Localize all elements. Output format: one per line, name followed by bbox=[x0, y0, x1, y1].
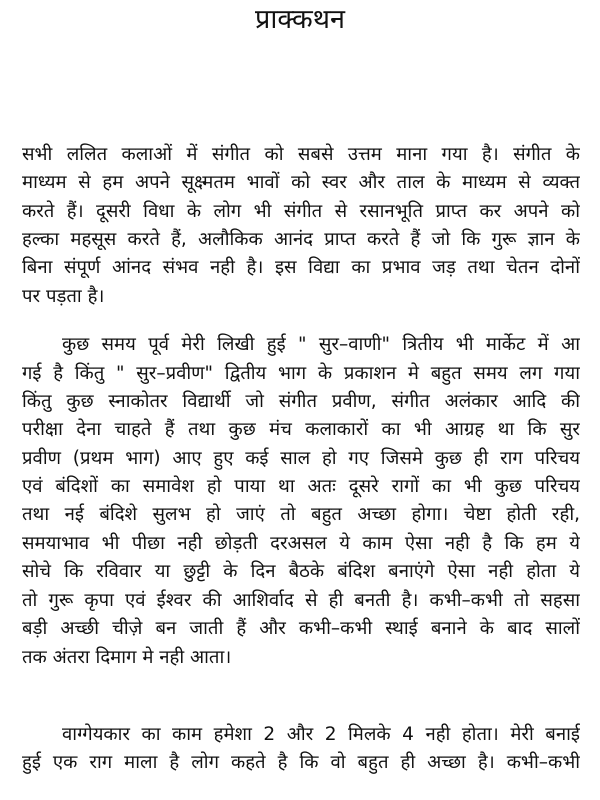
text-line: कुछ समय पूर्व मेरी लिखी हुई " सुर–वाणी" त्रितीय भी मार्केट में आ bbox=[62, 334, 580, 355]
text-line: सोचे कि रविवार या छुट्टी के दिन बैठके बंदिश बनाएंगे ऐसा नही होता ये bbox=[22, 561, 580, 582]
text-line: हुई एक राग माला है लोग कहते है कि वो बहुत ही अच्छा है। कभी–कभी bbox=[22, 752, 580, 773]
text-line: तो गुरू कृपा एवं ईश्वर की आशिर्वाद से ही बनती है। कभी–कभी तो सहसा bbox=[22, 590, 580, 611]
text-line: समयाभाव भी पीछा नही छोड़ती दरअसल ये काम ऐसा नही है कि हम ये bbox=[22, 533, 580, 554]
text-line: बिना संपूर्ण आंनद संभव नही है। इस विद्या का प्रभाव जड़ तथा चेतन दोनों bbox=[22, 257, 580, 278]
text-line: पर पड़ता है। bbox=[22, 286, 105, 307]
text-line: परीक्षा देना चाहते हैं तथा कुछ मंच कलाकारों का भी आग्रह था कि सुर bbox=[22, 419, 580, 440]
text-line: गई है किंतु " सुर–प्रवीण" द्वितीय भाग के प्रकाशन मे बहुत समय लग गया bbox=[22, 363, 580, 384]
text-line: माध्यम से हम अपने सूक्ष्मतम भावों को स्वर और ताल के माध्यम से व्यक्त bbox=[22, 172, 580, 193]
text-line: बड़ी अच्छी चीज़े बन जाती हैं और कभी–कभी स्थाई बनाने के बाद सालों bbox=[22, 618, 580, 639]
text-line: करते हैं। दूसरी विधा के लोग भी संगीत से रसानभूति प्राप्त कर अपने को bbox=[22, 201, 580, 222]
text-line: किंतु कुछ स्नाकोतर विद्यार्थी जो संगीत प्रवीण, संगीत अलंकार आदि की bbox=[22, 391, 580, 412]
text-line: सभी ललित कलाओं में संगीत को सबसे उत्तम माना गया है। संगीत के bbox=[22, 144, 580, 165]
text-line: प्रवीण (प्रथम भाग) आए हुए कई साल हो गए जिसमे कुछ ही राग परिचय bbox=[22, 448, 580, 469]
page-title: प्राक्कथन bbox=[254, 4, 346, 35]
text-line: हल्का महसूस करते हैं, अलौकिक आनंद प्राप्त करते हैं जो कि गुरू ज्ञान के bbox=[22, 229, 580, 250]
text-line: एवं बंदिशों का समावेश हो पाया था अतः दूसरे रागों का भी कुछ परिचय bbox=[22, 476, 580, 497]
text-line: तथा नई बंदिशे सुलभ हो जाएं तो बहुत अच्छा होगा। चेष्टा होती रही, bbox=[22, 504, 580, 525]
text-line: वाग्गेयकार का काम हमेशा 2 और 2 मिलके 4 नही होता। मेरी बनाई bbox=[62, 724, 580, 745]
text-line: तक अंतरा दिमाग मे नही आता। bbox=[22, 647, 232, 668]
